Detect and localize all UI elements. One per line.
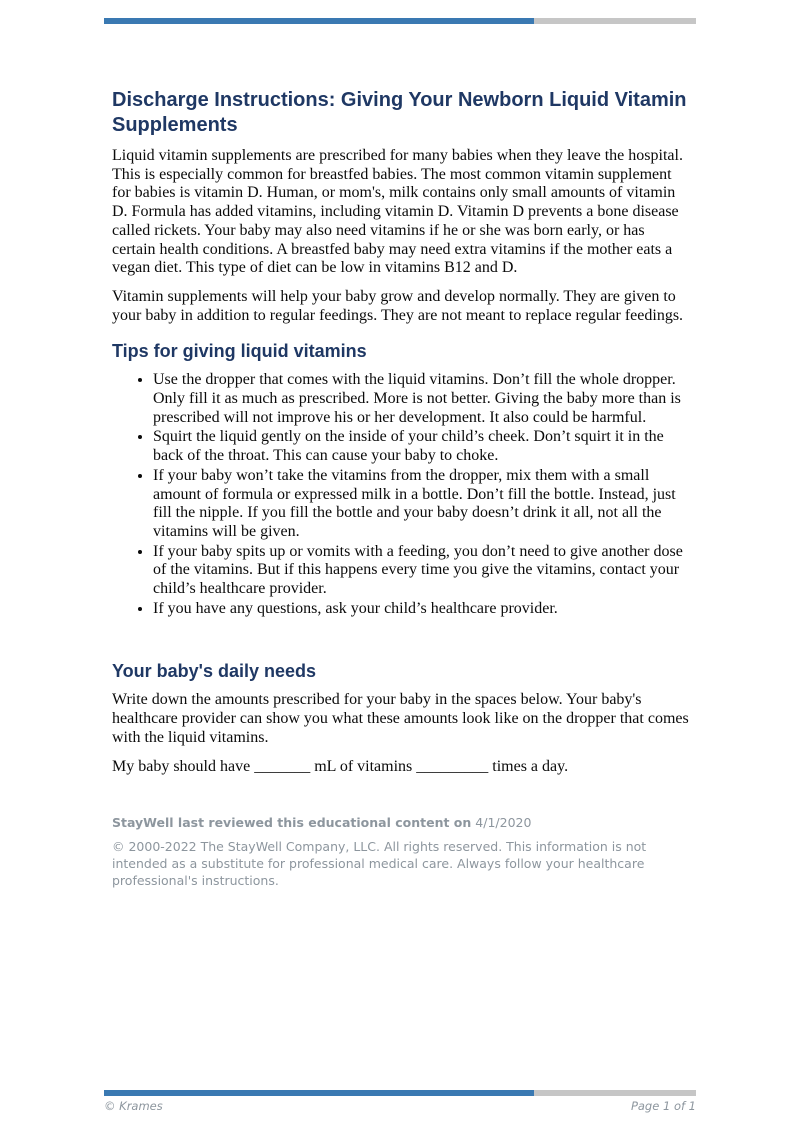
copyright-text: © 2000-2022 The StayWell Company, LLC. All rights reserved. This information is not intended as a substitute for professional medical care. Always follow your healthcare professional's instructions. <box>112 839 647 889</box>
intro-paragraph-2: Vitamin supplements will help your baby grow and develop normally. They are given to your baby in addition to regular feedings. They are not meant to replace regular feedings. <box>112 287 684 324</box>
footer-page-number: Page 1 of 1 <box>630 1099 696 1113</box>
tips-bullet-2: • Squirt the liquid gently on the inside of your child’s cheek. Don’t squirt it in the back of the throat. This can cause your baby to choke. <box>153 428 690 465</box>
footer-brand: © Krames <box>104 1099 163 1113</box>
tips-bullet-1: • Use the dropper that comes with the liquid vitamins. Don’t fill the whole dropper. Only fill it as much as prescribed. More is not better. Giving the baby more than is prescribed will not improve his or her development. It also could be harmful. <box>153 371 690 427</box>
tips-bullet-list <box>112 371 690 618</box>
reviewed-label: StayWell last reviewed this educational content on <box>112 815 472 831</box>
tips-bullet-4: • If your baby spits up or vomits with a feeding, you don’t need to give another dose of the vitamins. But if this happens every time you give the vitamins, contact your child’s healthcare provider. <box>153 543 690 599</box>
daily-needs-section-heading: Your baby's daily needs <box>112 661 317 682</box>
document-content <box>112 88 690 889</box>
reviewed-date: 4/1/2020 <box>475 815 532 831</box>
top-rule-blue-segment <box>104 18 534 24</box>
tips-bullet-3: • If your baby won’t take the vitamins from the dropper, mix them with a small amount of formula or expressed milk in a bottle. Don’t fill the bottle. Instead, just fill the nipple. If you fill the bottle and your baby doesn’t drink it all, not all the vitamins will be given. <box>153 467 690 542</box>
bottom-rule-blue-segment <box>104 1090 534 1096</box>
dosage-fill-in-line: My baby should have _______ mL of vitamins _________ times a day. <box>112 757 569 775</box>
tips-section-heading: Tips for giving liquid vitamins <box>112 341 367 362</box>
intro-paragraph-1: Liquid vitamin supplements are prescribed for many babies when they leave the hospital. This is especially common for breastfed babies. The most common vitamin supplement for babies is vitamin D. Human, or mom's, milk contains only small amounts of vitamin D. Formula has added vitamins, including vitamin D. Vitamin D prevents a bone disease called rickets. Your baby may also need vitamins if he or she was born early, or has certain health conditions. A breastfed baby may need extra vitamins if the mother eats a vegan diet. This type of diet can be low in vitamins B12 and D. <box>112 147 683 277</box>
page-footer <box>104 1099 696 1113</box>
tips-bullet-5: • If you have any questions, ask your child’s healthcare provider. <box>153 600 690 619</box>
page-title: Discharge Instructions: Giving Your Newborn Liquid Vitamin Supplements <box>112 89 687 136</box>
top-rule <box>104 18 696 24</box>
daily-needs-paragraph: Write down the amounts prescribed for your baby in the spaces below. Your baby's healthcare provider can show you what these amounts look like on the dropper that comes with the liquid vitamins. <box>112 691 689 746</box>
bottom-rule <box>104 1090 696 1096</box>
reviewed-line <box>112 814 690 831</box>
